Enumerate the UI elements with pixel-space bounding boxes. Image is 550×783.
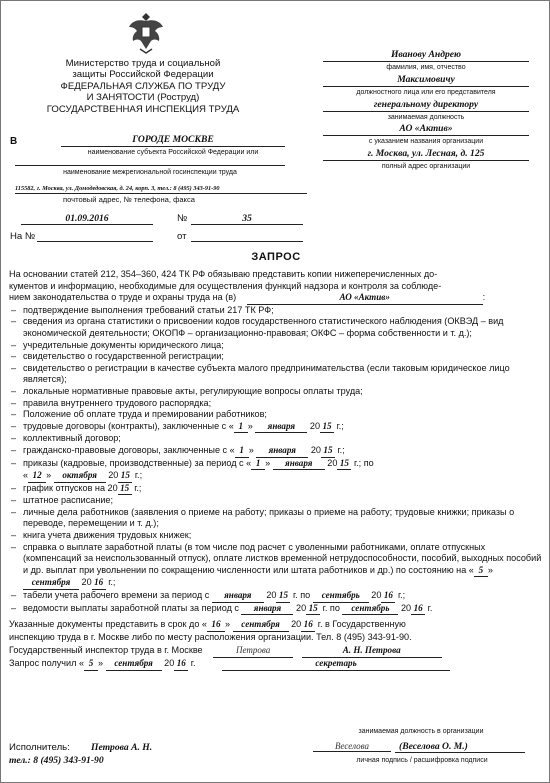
orders-year2-prefix: 20 bbox=[108, 470, 119, 481]
list-item: – учредительные документы юридического лица; bbox=[9, 340, 543, 352]
orders-year: 15 bbox=[337, 458, 351, 471]
recipient-org-caption: с указанием названия организации bbox=[368, 138, 484, 145]
payroll-year-prefix: 20 bbox=[296, 602, 307, 613]
received-position-caption: занимаемая должность в организации bbox=[358, 728, 484, 735]
timesheet-year2-prefix: 20 bbox=[371, 590, 382, 601]
recipient-patronymic-value: Максимовичу bbox=[323, 74, 529, 87]
timesheet-mid: г. по bbox=[292, 590, 311, 601]
deadline-year: 16 bbox=[301, 619, 315, 632]
list-item: – сведения из органа статистики о присвоении кодов государственного статистического наблюдения (ОКВЭД – вид экономической деятельности; ОКОПФ – организационно-правовая; ОКФС – форма собственности и т. д.); bbox=[9, 316, 543, 339]
timesheet-year-prefix: 20 bbox=[266, 590, 277, 601]
list-item: – штатное расписание; bbox=[9, 495, 543, 507]
intro-line-1: На основании статей 212, 354–360, 424 ТК РФ обязываю представить копии нижеперечисленных до- bbox=[9, 269, 438, 279]
coat-of-arms-icon bbox=[126, 9, 166, 55]
document-title: ЗАПРОС bbox=[251, 251, 301, 263]
salary-day: 5 bbox=[474, 565, 488, 578]
recipient-name-caption: фамилия, имя, отчество bbox=[386, 64, 466, 71]
contracts-day: 1 bbox=[234, 421, 248, 434]
date-value: 01.09.2016 bbox=[21, 213, 153, 225]
received-line: Запрос получил « 5 » сентября 20 16 г. секретарь bbox=[9, 658, 543, 671]
received-year-prefix: 20 bbox=[164, 658, 175, 668]
deadline-month: сентября bbox=[233, 619, 289, 632]
deadline-tail: г. в Государственную bbox=[317, 619, 406, 630]
recipient-org-value: АО «Актив» bbox=[323, 123, 529, 136]
prefix-v: В bbox=[10, 136, 18, 147]
intro-org: АО «Актив» bbox=[247, 292, 483, 305]
list-item: – книга учета движения трудовых книжек; bbox=[9, 530, 543, 542]
ministry-block bbox=[29, 58, 257, 115]
address-caption: почтовый адрес, № телефона, факса bbox=[63, 195, 195, 204]
civil-month: января bbox=[256, 445, 308, 458]
inspector-signature: Петрова bbox=[213, 645, 293, 658]
deadline-line-2: инспекцию труда в г. Москве либо по месту расположения организации. Тел. 8 (495) 343-91-90. bbox=[9, 631, 412, 642]
list-item-contracts: – трудовые договоры (контракты), заключенные с « 1 » января 20 15 г.; bbox=[9, 421, 543, 434]
received-name: (Веселова О. М.) bbox=[395, 741, 525, 753]
salary-month: сентября bbox=[23, 577, 79, 590]
ot-label: от bbox=[177, 231, 187, 242]
timesheet-year: 15 bbox=[276, 590, 290, 603]
civil-suffix: г.; bbox=[337, 444, 345, 455]
executor-name: Петрова А. Н. bbox=[91, 742, 153, 753]
payroll-year: 15 bbox=[306, 603, 320, 616]
list-item: – Положение об оплате труда и премировании работников; bbox=[9, 409, 543, 421]
received-sign-caption: личная подпись / расшифровка подписи bbox=[356, 757, 488, 764]
region-line-2 bbox=[15, 161, 285, 166]
recipient-position-held-caption: занимаемая должность bbox=[387, 114, 465, 121]
list-item-vacation bbox=[9, 483, 543, 496]
vacation-suffix: г.; bbox=[134, 482, 142, 493]
deadline-line-1: Указанные документы представить в срок до « 16 » сентября 20 16 г. в Государственную bbox=[9, 619, 543, 632]
list-item-civil: – гражданско-правовые договоры, заключенные с « 1 » января 20 15 г.; bbox=[9, 445, 543, 458]
payroll-year2: 16 bbox=[411, 603, 425, 616]
timesheet-suffix: г.; bbox=[397, 590, 406, 601]
received-month: сентября bbox=[106, 658, 162, 671]
number-label: № bbox=[177, 213, 188, 224]
recipient-address-value: г. Москва, ул. Лесная, д. 125 bbox=[323, 148, 529, 161]
inspector-line bbox=[9, 645, 543, 658]
inspector-name: А. Н. Петрова bbox=[302, 645, 442, 658]
deadline-day: 16 bbox=[207, 619, 225, 632]
salary-year-prefix: 20 bbox=[81, 577, 92, 588]
orders-day: 1 bbox=[251, 458, 265, 471]
ministry-line-3: ФЕДЕРАЛЬНАЯ СЛУЖБА ПО ТРУДУ bbox=[60, 80, 226, 92]
payroll-suffix: г. bbox=[427, 602, 433, 613]
number-value: 35 bbox=[191, 213, 303, 225]
timesheet-month2: сентябрь bbox=[313, 590, 369, 603]
civil-year-prefix: 20 bbox=[310, 444, 321, 455]
inspector-label: Государственный инспектор труда в г. Москве bbox=[9, 645, 203, 656]
orders-text: приказы (кадровые, производственные) за период с « bbox=[23, 457, 252, 468]
orders-mid: г.; по bbox=[353, 457, 374, 468]
received-day: 5 bbox=[84, 658, 98, 671]
orders-year-prefix: 20 bbox=[327, 457, 338, 468]
civil-year: 15 bbox=[321, 445, 335, 458]
na-line bbox=[37, 230, 153, 242]
contracts-text: трудовые договоры (контракты), заключенные с « bbox=[23, 420, 234, 431]
ministry-line-1: Министерство труда и социальной bbox=[65, 58, 221, 69]
salary-year: 16 bbox=[92, 577, 106, 590]
orders-month2: октября bbox=[54, 470, 106, 483]
contracts-year: 15 bbox=[320, 421, 334, 434]
timesheet-month: января bbox=[212, 590, 264, 603]
vacation-year: 15 bbox=[118, 483, 132, 496]
deadline-year-prefix: 20 bbox=[291, 619, 302, 630]
timesheet-text: табели учета рабочего времени за период с bbox=[23, 590, 210, 601]
payroll-month2: сентябрь bbox=[342, 603, 398, 616]
contracts-month: января bbox=[255, 421, 307, 434]
received-position: секретарь bbox=[222, 658, 450, 671]
ot-line bbox=[191, 230, 303, 242]
orders-day2: 12 bbox=[28, 470, 46, 483]
received-suffix: г. bbox=[190, 658, 196, 668]
recipient-name-value: Иванову Андрею bbox=[323, 49, 529, 62]
list-item: – локальные нормативные правовые акты, регулирующие вопросы оплаты труда; bbox=[9, 386, 543, 398]
deadline-text: Указанные документы представить в срок до « bbox=[9, 619, 207, 630]
payroll-text: ведомости выплаты заработной платы за период с bbox=[23, 602, 239, 613]
list-item-salary: – справка о выплате заработной платы (в том числе под расчет с уволенными работниками, оплате отпускных (компенсаций за неиспользованный отпуск), оплате листков временной нетрудоспособности, пособий, выходных пособий и др. выплат при увольнении по сокращению численности или штата работников и др.) по состоянию на « 5 » сентября 20 16 г.; bbox=[9, 542, 543, 590]
ministry-line-5: ГОСУДАРСТВЕННАЯ ИНСПЕКЦИЯ ТРУДА bbox=[46, 103, 240, 115]
orders-year2: 15 bbox=[118, 470, 132, 483]
received-label: Запрос получил « bbox=[9, 658, 85, 668]
contracts-year-prefix: 20 bbox=[309, 420, 321, 431]
recipient-position-value: генеральному директору bbox=[323, 99, 529, 112]
intro-line-3: нием законодательства о труде и охраны труда на (в) АО «Актив» : bbox=[9, 292, 543, 305]
list-item: – свидетельство о регистрации в качестве субъекта малого предпринимательства (если таковым юридическое лицо является); bbox=[9, 363, 543, 386]
list-item: – личные дела работников (заявления о приеме на работу; приказы о приеме на работу; трудовые книжки; приказы о переводе, перемещении и т. д.); bbox=[9, 507, 543, 530]
timesheet-year2: 16 bbox=[381, 590, 395, 603]
received-year: 16 bbox=[174, 658, 188, 671]
civil-day: 1 bbox=[235, 445, 249, 458]
executor-phone: тел.: 8 (495) 343-91-90 bbox=[9, 755, 104, 766]
orders-month: января bbox=[273, 458, 325, 471]
payroll-mid: г. по bbox=[322, 602, 340, 613]
list-item-timesheet bbox=[9, 590, 543, 603]
recipient-address-caption: полный адрес организации bbox=[381, 163, 471, 170]
recipient-position-caption: должностного лица или его представителя bbox=[356, 89, 496, 96]
list-item-orders: – приказы (кадровые, производственные) за период с « 1 » января 20 15 г.; по « 12 » октября 20 15 г.; bbox=[9, 458, 543, 483]
salary-text: справка о выплате заработной платы (в том числе под расчет с уволенными работниками, оплате отпускных (компенсаций за неиспользованный отпуск), оплате листков временной нетрудоспособности, пособий, выходных пособий и др. выплат при увольнении по сокращению численности или штата работников и др.) по состоянию на « bbox=[23, 541, 542, 575]
list-item: – подтверждение выполнения требований статьи 217 ТК РФ; bbox=[9, 305, 543, 317]
civil-text: гражданско-правовые договоры, заключенные с « bbox=[23, 444, 235, 455]
ministry-line-4: И ЗАНЯТОСТИ (Роструд) bbox=[86, 92, 200, 104]
request-body bbox=[9, 269, 543, 671]
contracts-suffix: г.; bbox=[336, 420, 344, 431]
payroll-month: января bbox=[241, 603, 293, 616]
vacation-text: график отпусков на 20 bbox=[23, 482, 118, 493]
list-item-payroll bbox=[9, 603, 543, 616]
address-value: 115582, г. Москва, ул. Домодедовская, д. 24, корп. 3, тел.: 8 (495) 343-91-90 bbox=[15, 184, 307, 194]
intro-line-2: кументов и информацию, необходимые для осуществления функций надзора и контроля за соблюде- bbox=[9, 280, 442, 291]
orders-suffix: г.; bbox=[134, 470, 143, 481]
na-label: На № bbox=[10, 231, 36, 242]
region-value: ГОРОДЕ МОСКВЕ bbox=[61, 134, 285, 147]
payroll-year2-prefix: 20 bbox=[400, 602, 412, 613]
list-item: – правила внутреннего трудового распорядка; bbox=[9, 398, 543, 410]
list-item: – свидетельство о государственной регистрации; bbox=[9, 351, 543, 363]
region-caption-1: наименование субъекта Российской Федерации или bbox=[87, 149, 259, 156]
region-caption-2: наименование межрегиональной госинспекции труда bbox=[63, 169, 237, 176]
intro-line-3-text: нием законодательства о труде и охраны труда на (в) bbox=[9, 292, 237, 303]
ministry-line-2: защиты Российской Федерации bbox=[72, 69, 214, 81]
received-signature: Веселова bbox=[313, 741, 391, 752]
list-item: – коллективный договор; bbox=[9, 433, 543, 445]
salary-suffix: г.; bbox=[108, 577, 116, 588]
executor-label: Исполнитель: bbox=[9, 742, 70, 753]
